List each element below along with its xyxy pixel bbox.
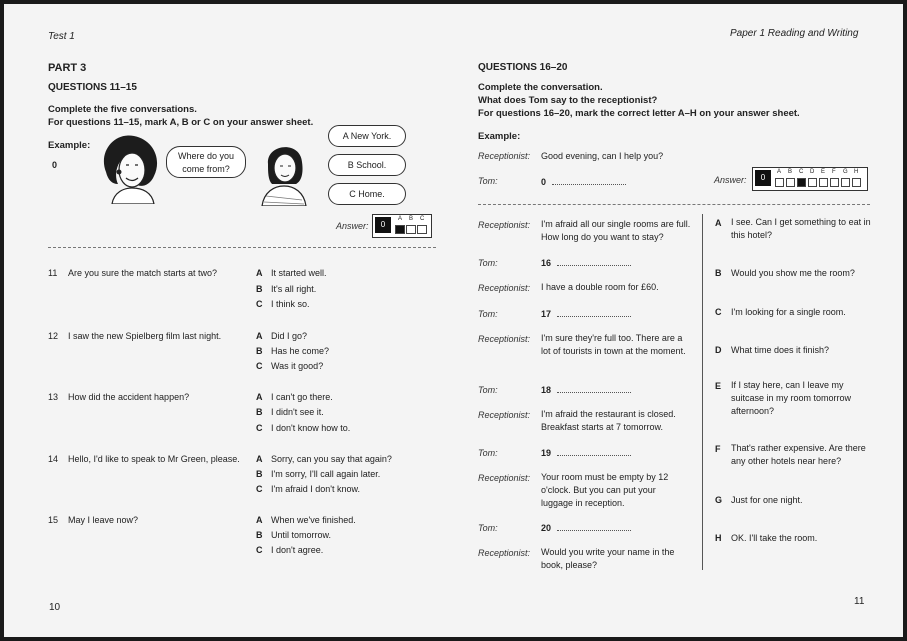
- answer-number: 17: [541, 309, 552, 319]
- answer-box: [841, 178, 850, 187]
- right-answer-label: Answer:: [714, 175, 747, 185]
- question-number: 15: [48, 515, 59, 525]
- option-text: I think so.: [271, 299, 310, 309]
- tom-answer-16: [541, 257, 631, 268]
- right-example-label: Example:: [478, 131, 521, 142]
- right-instruction-3: For questions 16–20, mark the correct letter A–H on your answer sheet.: [478, 108, 800, 119]
- speaker-label: Receptionist:: [478, 410, 531, 420]
- option-text: It's all right.: [271, 284, 317, 294]
- option-text: I didn't see it.: [271, 407, 324, 417]
- example-tom-number: [541, 176, 626, 187]
- conversation-line: I'm afraid the restaurant is closed. Breakfast starts at 7 tomorrow.: [541, 409, 676, 432]
- example-receptionist-text: Good evening, can I help you?: [541, 151, 664, 161]
- left-answer-grid: [372, 214, 432, 238]
- left-divider: [48, 247, 436, 248]
- question-text: Hello, I'd like to speak to Mr Green, please.: [68, 454, 240, 464]
- answer-box-b: [406, 225, 416, 234]
- speaker-label: Tom:: [478, 258, 498, 268]
- conversation-line: Would you write your name in the book, please?: [541, 547, 675, 570]
- answer-box: [786, 178, 795, 187]
- left-header: Test 1: [48, 31, 75, 42]
- speaker-label: Receptionist:: [478, 548, 531, 558]
- right-instruction-2: What does Tom say to the receptionist?: [478, 95, 658, 106]
- blank-line: [557, 522, 631, 531]
- option-letter: D: [715, 345, 722, 355]
- questions-11-15-heading: QUESTIONS 11–15: [48, 82, 137, 93]
- questions-16-20-heading: QUESTIONS 16–20: [478, 62, 568, 73]
- right-divider: [478, 204, 870, 205]
- speaker-label: Receptionist:: [478, 473, 531, 483]
- right-header: Paper 1 Reading and Writing: [730, 28, 859, 39]
- question-number: 14: [48, 454, 59, 464]
- answer-number: 16: [541, 258, 552, 268]
- option-text: I see. Can I get something to eat in this hotel?: [731, 217, 871, 240]
- option-letter: H: [715, 533, 722, 543]
- left-instruction-1: Complete the five conversations.: [48, 104, 197, 115]
- option-text: I'm afraid I don't know.: [271, 484, 360, 494]
- option-text: Has he come?: [271, 346, 330, 356]
- tom-answer-17: [541, 308, 631, 319]
- answer-box-c: [417, 225, 427, 234]
- right-answer-number: 0: [755, 170, 771, 186]
- example-tom-number-text: 0: [541, 177, 547, 187]
- answer-box: [852, 178, 861, 187]
- speaker-label: Tom:: [478, 385, 498, 395]
- left-answer-number: 0: [375, 217, 391, 233]
- answer-box: [830, 178, 839, 187]
- option-letter: C: [256, 484, 263, 494]
- question-text: I saw the new Spielberg film last night.: [68, 331, 222, 341]
- question-text: May I leave now?: [68, 515, 139, 525]
- answer-number: 18: [541, 385, 552, 395]
- left-example-number: 0: [52, 160, 58, 170]
- option-text: It started well.: [271, 268, 327, 278]
- answer-letter: A: [777, 169, 782, 175]
- option-letter: A: [256, 331, 263, 341]
- option-letter: G: [715, 495, 723, 505]
- tom-answer-19: [541, 447, 631, 458]
- answer-box: [808, 178, 817, 187]
- option-text: Would you show me the room?: [731, 268, 855, 278]
- column-divider: [702, 214, 703, 570]
- option-text: Sorry, can you say that again?: [271, 454, 392, 464]
- tom-answer-20: [541, 522, 631, 533]
- option-text: I don't know how to.: [271, 423, 351, 433]
- answer-letter: E: [821, 169, 826, 175]
- option-text: If I stay here, can I leave my suitcase in my room tomorrow afternoon?: [731, 380, 852, 416]
- option-letter: C: [256, 299, 263, 309]
- option-letter: B: [256, 346, 263, 356]
- question-text: How did the accident happen?: [68, 392, 190, 402]
- example-option-b: B School.: [328, 154, 406, 176]
- example-receptionist-label: Receptionist:: [478, 151, 531, 161]
- option-text: Until tomorrow.: [271, 530, 332, 540]
- answer-box: [797, 178, 806, 187]
- option-letter: A: [256, 515, 263, 525]
- answer-number: 20: [541, 523, 552, 533]
- option-text: Did I go?: [271, 331, 308, 341]
- answer-box: [819, 178, 828, 187]
- option-text: That's rather expensive. Are there any other hotels near here?: [731, 443, 866, 466]
- option-text: Just for one night.: [731, 495, 803, 505]
- answer-box-a: [395, 225, 405, 234]
- answer-letter: H: [854, 169, 859, 175]
- speaker-label: Receptionist:: [478, 283, 531, 293]
- answer-letter: C: [799, 169, 804, 175]
- part-title: PART 3: [48, 62, 87, 74]
- left-instruction-2: For questions 11–15, mark A, B or C on your answer sheet.: [48, 117, 314, 128]
- option-letter: E: [715, 381, 722, 391]
- option-letter: C: [256, 361, 263, 371]
- answer-letter: G: [843, 169, 848, 175]
- option-text: I'm looking for a single room.: [731, 307, 846, 317]
- question-number: 11: [48, 268, 58, 278]
- option-letter: F: [715, 444, 721, 454]
- blank-line: [557, 384, 631, 393]
- answer-letter: D: [810, 169, 815, 175]
- conversation-line: I have a double room for £60.: [541, 282, 659, 292]
- speaker-label: Tom:: [478, 523, 498, 533]
- man-illustration: [256, 136, 312, 206]
- option-letter: B: [256, 407, 263, 417]
- option-letter: C: [256, 545, 263, 555]
- answer-number: 19: [541, 448, 552, 458]
- conversation-line: I'm afraid all our single rooms are full. How long do you want to stay?: [541, 219, 691, 242]
- speaker-label: Receptionist:: [478, 334, 531, 344]
- example-option-a: A New York.: [328, 125, 406, 147]
- speaker-label: Tom:: [478, 448, 498, 458]
- question-text: Are you sure the match starts at two?: [68, 268, 218, 278]
- example-bubble-text: Where do you come from?: [177, 151, 235, 174]
- blank-line: [557, 257, 631, 266]
- right-answer-grid: [752, 167, 868, 191]
- example-speech-bubble: [166, 146, 246, 178]
- option-text: I'm sorry, I'll call again later.: [271, 469, 381, 479]
- speaker-label: Tom:: [478, 309, 498, 319]
- option-letter: A: [256, 454, 263, 464]
- left-example-label: Example:: [48, 140, 91, 151]
- option-text: When we've finished.: [271, 515, 356, 525]
- blank-line: [557, 308, 631, 317]
- option-letter: B: [256, 284, 263, 294]
- answer-letter: F: [832, 169, 836, 175]
- conversation-line: Your room must be empty by 12 o'clock. But you can put your luggage in reception.: [541, 472, 669, 508]
- answer-box: [775, 178, 784, 187]
- option-letter: B: [715, 268, 722, 278]
- option-letter: B: [256, 530, 263, 540]
- blank-line: [552, 176, 626, 185]
- option-text: OK. I'll take the room.: [731, 533, 818, 543]
- left-page-number: 10: [49, 602, 61, 613]
- speaker-label: Receptionist:: [478, 220, 531, 230]
- option-text: I can't go there.: [271, 392, 333, 402]
- answer-letter: B: [788, 169, 793, 175]
- option-letter: B: [256, 469, 263, 479]
- option-text: What time does it finish?: [731, 345, 830, 355]
- question-number: 12: [48, 331, 59, 341]
- option-letter: A: [256, 392, 263, 402]
- left-answer-letter-a: A: [398, 216, 403, 222]
- conversation-line: I'm sure they're full too. There are a lot of tourists in town at the moment.: [541, 333, 686, 356]
- left-answer-letter-c: C: [420, 216, 425, 222]
- question-number: 13: [48, 392, 59, 402]
- example-tom-label: Tom:: [478, 176, 498, 186]
- exam-spread: [4, 4, 903, 637]
- option-letter: A: [715, 218, 722, 228]
- option-text: I don't agree.: [271, 545, 324, 555]
- blank-line: [557, 447, 631, 456]
- example-option-c: C Home.: [328, 183, 406, 205]
- right-page-number: 11: [854, 596, 865, 607]
- right-instruction-1: Complete the conversation.: [478, 82, 603, 93]
- option-letter: C: [715, 307, 722, 317]
- option-letter: C: [256, 423, 263, 433]
- left-answer-letter-b: B: [409, 216, 414, 222]
- option-letter: A: [256, 268, 263, 278]
- left-answer-label: Answer:: [336, 221, 369, 231]
- woman-illustration: [96, 132, 166, 204]
- option-text: Was it good?: [271, 361, 324, 371]
- tom-answer-18: [541, 384, 631, 395]
